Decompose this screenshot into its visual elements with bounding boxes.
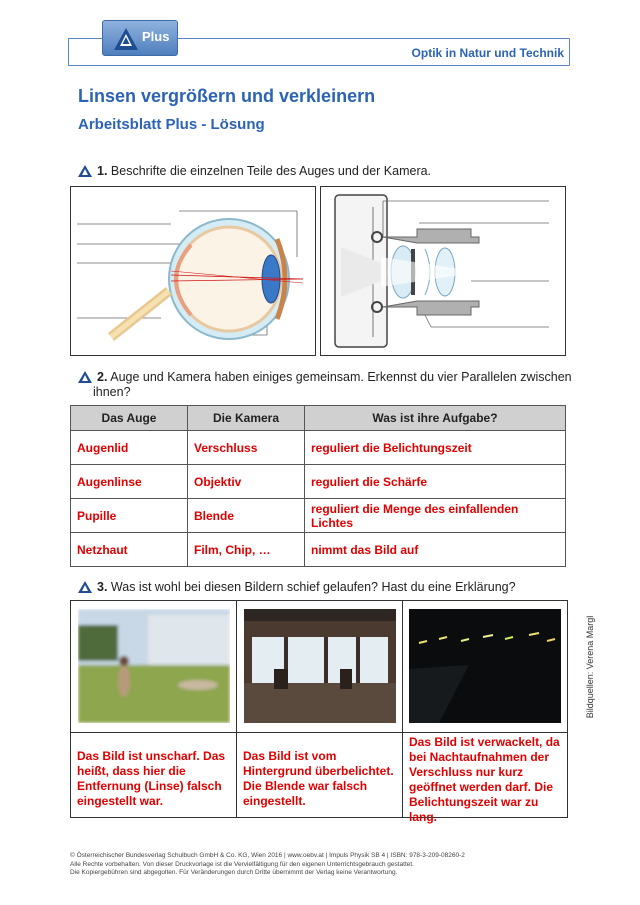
task-number: 1. <box>97 164 108 178</box>
blurry-photo <box>78 609 230 723</box>
task-text: Was ist wohl bei diesen Bildern schief gelaufen? Hast du eine Erklärung? <box>110 580 516 594</box>
logo-text: Plus <box>142 29 170 44</box>
photo-cell-3 <box>403 601 567 824</box>
cell-function: reguliert die Belichtungszeit <box>305 431 566 465</box>
cell-function-line1: reguliert die Menge des einfallenden <box>311 501 519 516</box>
task-triangle-icon <box>78 371 92 383</box>
photo-table <box>70 600 568 824</box>
task-number: 2. <box>97 370 108 384</box>
cell-function-line2: Lichtes <box>311 515 354 530</box>
footer-line: Alle Rechte vorbehalten. Von dieser Druckvorlage ist die Vervielfältigung für den eigenen Unterrichtsgebrauch gestattet. <box>70 860 414 868</box>
answer-line: Belichtungszeit war zu <box>409 795 539 809</box>
table-row <box>71 499 566 533</box>
answer-1 <box>77 749 225 809</box>
answer-line: Das Bild ist unscharf. Das <box>77 749 226 763</box>
cell-function: reguliert die Schärfe <box>305 465 566 499</box>
eye-figure <box>70 186 316 356</box>
col-header: Was ist ihre Aufgabe? <box>305 406 566 431</box>
answer-line: bei Nachtaufnahmen der <box>409 750 550 764</box>
image-credit <box>583 612 597 722</box>
cell-camera: Film, Chip, … <box>188 533 305 567</box>
task-triangle-icon <box>78 165 92 177</box>
page-subtitle: Arbeitsblatt Plus - Lösung <box>78 116 265 133</box>
answer-line: Das Bild ist vom <box>243 749 337 763</box>
photo-table-divider <box>71 732 567 733</box>
cell-function <box>305 499 566 533</box>
answer-3 <box>409 735 560 825</box>
cell-eye: Pupille <box>71 499 188 533</box>
cell-eye: Augenlinse <box>71 465 188 499</box>
footer-line: © Österreichischer Bundesverlag Schulbuch GmbH & Co. KG, Wien 2016 | www.oebv.at | Impuls Physik SB 4 | ISBN: 978-3-209-08260-2 <box>70 852 465 859</box>
answer-2 <box>243 749 394 809</box>
photo-cell-1 <box>71 601 237 817</box>
comparison-table <box>70 405 566 567</box>
footer-line: Die Kopiergebühren sind abgegolten. Für Veränderungen durch Dritte übernimmt der Verlag keine Verantwortung. <box>70 869 398 876</box>
cell-function: nimmt das Bild auf <box>305 533 566 567</box>
answer-line: Verschluss nur kurz <box>409 765 524 779</box>
answer-line: Die Blende war falsch <box>243 779 368 793</box>
answer-line: eingestellt war. <box>77 794 164 808</box>
cell-camera: Objektiv <box>188 465 305 499</box>
table-row <box>71 465 566 499</box>
subject-label: Optik in Natur und Technik <box>411 46 564 60</box>
answer-line: Entfernung (Linse) falsch <box>77 779 222 793</box>
task-3 <box>78 580 516 595</box>
task-text-line2: ihnen? <box>93 385 131 399</box>
col-header: Das Auge <box>71 406 188 431</box>
cell-eye: Augenlid <box>71 431 188 465</box>
cell-camera: Verschluss <box>188 431 305 465</box>
night-photo <box>409 609 561 723</box>
backlit-photo <box>244 609 396 723</box>
answer-line: eingestellt. <box>243 794 306 808</box>
task-triangle-icon <box>78 581 92 593</box>
photo-cell-2 <box>237 601 403 817</box>
task-text: Beschrifte die einzelnen Teile des Auges und der Kamera. <box>110 164 432 178</box>
footer <box>70 852 570 878</box>
table-row <box>71 431 566 465</box>
answer-line: geöffnet werden darf. Die <box>409 780 554 794</box>
cell-eye: Netzhaut <box>71 533 188 567</box>
answer-line: lang. <box>409 810 438 824</box>
page-title: Linsen vergrößern und verkleinern <box>78 86 376 106</box>
task-2 <box>78 370 572 400</box>
image-credit-text: Bildquellen: Verena Margl <box>585 615 595 719</box>
task-text: Auge und Kamera haben einiges gemeinsam. Erkennst du vier Parallelen zwischen <box>110 370 572 384</box>
answer-line: Das Bild ist verwackelt, da <box>409 735 560 749</box>
task-1 <box>78 164 431 179</box>
table-row <box>71 533 566 567</box>
col-header: Die Kamera <box>188 406 305 431</box>
cell-camera: Blende <box>188 499 305 533</box>
answer-line: heißt, dass hier die <box>77 764 186 778</box>
task-number: 3. <box>97 580 108 594</box>
plus-logo <box>102 20 178 56</box>
answer-line: Hintergrund überbelichtet. <box>243 764 394 778</box>
camera-figure <box>320 186 566 356</box>
triangle-logo-icon <box>113 27 139 51</box>
table-header-row <box>71 406 566 431</box>
